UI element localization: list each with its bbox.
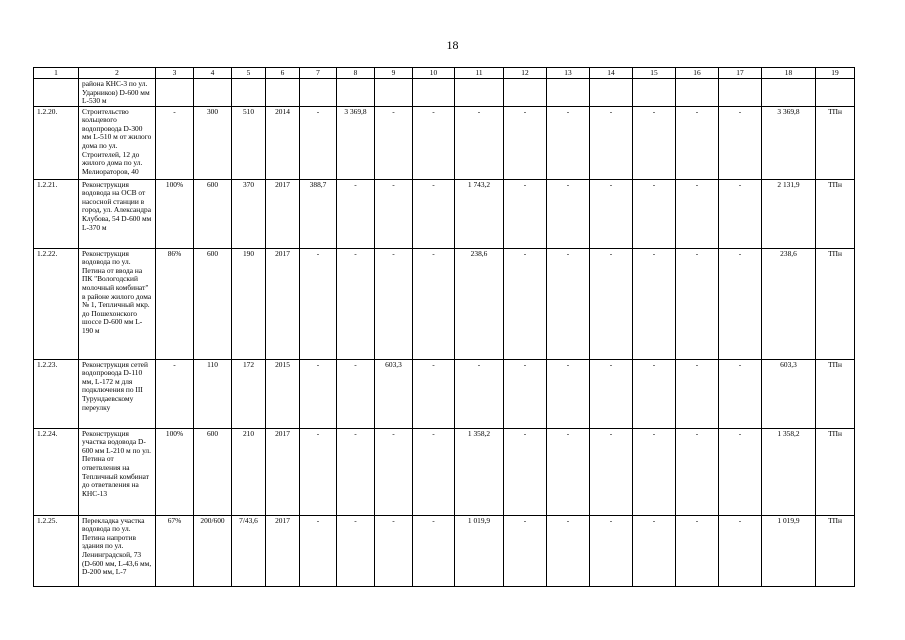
value-col-9: - <box>375 248 413 359</box>
completion-percent: 100% <box>156 179 194 248</box>
investment-table <box>33 67 855 587</box>
length: 370 <box>232 179 266 248</box>
row-number: 1.2.21. <box>34 179 79 248</box>
column-number: 16 <box>676 68 719 79</box>
value-col-8: - <box>337 359 375 428</box>
column-number: 18 <box>762 68 816 79</box>
value-col-16: - <box>676 248 719 359</box>
value-col-11: - <box>455 106 504 179</box>
column-number: 10 <box>413 68 455 79</box>
value-col-9: - <box>375 428 413 515</box>
length <box>232 79 266 107</box>
value-col-9: - <box>375 515 413 586</box>
value-col-17: - <box>719 179 762 248</box>
value-col-15: - <box>633 179 676 248</box>
column-number-header-row <box>34 68 855 79</box>
length: 7/43,6 <box>232 515 266 586</box>
column-number: 2 <box>79 68 156 79</box>
total-value: 603,3 <box>762 359 816 428</box>
year: 2017 <box>266 248 300 359</box>
value-col-7 <box>300 79 337 107</box>
value-col-7: 388,7 <box>300 179 337 248</box>
value-col-14 <box>590 79 633 107</box>
value-col-17: - <box>719 428 762 515</box>
diameter: 600 <box>194 248 232 359</box>
total-value: 1 019,9 <box>762 515 816 586</box>
value-col-14: - <box>590 248 633 359</box>
value-col-12: - <box>504 359 547 428</box>
completion-percent: 67% <box>156 515 194 586</box>
table-row <box>34 248 855 359</box>
value-col-14: - <box>590 106 633 179</box>
value-col-15: - <box>633 106 676 179</box>
length: 190 <box>232 248 266 359</box>
value-col-17: - <box>719 248 762 359</box>
value-col-15: - <box>633 428 676 515</box>
column-number: 1 <box>34 68 79 79</box>
row-number: 1.2.25. <box>34 515 79 586</box>
year <box>266 79 300 107</box>
column-number: 6 <box>266 68 300 79</box>
column-number: 5 <box>232 68 266 79</box>
value-col-17 <box>719 79 762 107</box>
value-col-17: - <box>719 359 762 428</box>
table-row <box>34 359 855 428</box>
total-value: 2 131,9 <box>762 179 816 248</box>
column-number: 12 <box>504 68 547 79</box>
value-col-14: - <box>590 179 633 248</box>
value-col-10: - <box>413 428 455 515</box>
year: 2015 <box>266 359 300 428</box>
diameter <box>194 79 232 107</box>
row-number <box>34 79 79 107</box>
column-number: 11 <box>455 68 504 79</box>
row-number: 1.2.24. <box>34 428 79 515</box>
column-number: 8 <box>337 68 375 79</box>
value-col-7: - <box>300 106 337 179</box>
value-col-12: - <box>504 179 547 248</box>
completion-percent: - <box>156 359 194 428</box>
diameter: 600 <box>194 428 232 515</box>
value-col-15 <box>633 79 676 107</box>
project-description: Реконструкция водовода на ОСВ от насосной станции в город, ул. Александра Клубова, 54 D-600 мм L-370 м <box>79 179 156 248</box>
total-value: 3 369,8 <box>762 106 816 179</box>
value-col-13: - <box>547 359 590 428</box>
value-col-8: - <box>337 179 375 248</box>
funding-source: ТПн <box>816 248 855 359</box>
value-col-10: - <box>413 515 455 586</box>
value-col-11: 1 358,2 <box>455 428 504 515</box>
value-col-10: - <box>413 248 455 359</box>
completion-percent: 86% <box>156 248 194 359</box>
value-col-15: - <box>633 515 676 586</box>
value-col-13 <box>547 79 590 107</box>
diameter: 300 <box>194 106 232 179</box>
value-col-10 <box>413 79 455 107</box>
project-description: района КНС-3 по ул. Ударников) D-600 мм L-530 м <box>79 79 156 107</box>
value-col-9: - <box>375 179 413 248</box>
table-row <box>34 179 855 248</box>
table-row <box>34 106 855 179</box>
year: 2017 <box>266 179 300 248</box>
row-number: 1.2.22. <box>34 248 79 359</box>
value-col-15: - <box>633 248 676 359</box>
value-col-13: - <box>547 179 590 248</box>
table-row <box>34 79 855 107</box>
column-number: 3 <box>156 68 194 79</box>
value-col-14: - <box>590 515 633 586</box>
total-value: 238,6 <box>762 248 816 359</box>
diameter: 200/600 <box>194 515 232 586</box>
completion-percent <box>156 79 194 107</box>
value-col-13: - <box>547 106 590 179</box>
total-value: 1 358,2 <box>762 428 816 515</box>
value-col-14: - <box>590 428 633 515</box>
project-description: Перекладка участка водовода по ул. Петина напротив здания по ул. Ленинградской, 73 (D-600 мм, L-43,6 мм, D-200 мм, L-7 <box>79 515 156 586</box>
funding-source: ТПн <box>816 359 855 428</box>
completion-percent: - <box>156 106 194 179</box>
year: 2017 <box>266 515 300 586</box>
project-description: Строительство кольцевого водопровода D-300 мм L-510 м от жилого дома по ул. Строителей, 12 до жилого дома по ул. Мелиораторов, 40 <box>79 106 156 179</box>
project-description: Реконструкция участка водовода D-600 мм L-210 м по ул. Петина от ответвления на Тепличный комбинат до ответвления на КНС-13 <box>79 428 156 515</box>
column-number: 19 <box>816 68 855 79</box>
row-number: 1.2.23. <box>34 359 79 428</box>
column-number: 7 <box>300 68 337 79</box>
column-number: 4 <box>194 68 232 79</box>
value-col-12: - <box>504 428 547 515</box>
value-col-16: - <box>676 428 719 515</box>
value-col-11: 238,6 <box>455 248 504 359</box>
value-col-16 <box>676 79 719 107</box>
total-value <box>762 79 816 107</box>
page-number: 18 <box>446 38 459 52</box>
value-col-10: - <box>413 179 455 248</box>
value-col-12 <box>504 79 547 107</box>
diameter: 600 <box>194 179 232 248</box>
value-col-16: - <box>676 179 719 248</box>
completion-percent: 100% <box>156 428 194 515</box>
table-row <box>34 428 855 515</box>
length: 172 <box>232 359 266 428</box>
value-col-12: - <box>504 248 547 359</box>
value-col-13: - <box>547 515 590 586</box>
length: 210 <box>232 428 266 515</box>
value-col-8: - <box>337 428 375 515</box>
value-col-11 <box>455 79 504 107</box>
value-col-13: - <box>547 248 590 359</box>
value-col-12: - <box>504 106 547 179</box>
value-col-7: - <box>300 359 337 428</box>
value-col-17: - <box>719 106 762 179</box>
funding-source <box>816 79 855 107</box>
funding-source: ТПн <box>816 428 855 515</box>
column-number: 14 <box>590 68 633 79</box>
project-description: Реконструкция сетей водопровода D-110 мм, L-172 м для подключения по III Турундаевскому переулку <box>79 359 156 428</box>
value-col-11: 1 019,9 <box>455 515 504 586</box>
year: 2017 <box>266 428 300 515</box>
value-col-8: 3 369,8 <box>337 106 375 179</box>
value-col-10: - <box>413 106 455 179</box>
value-col-8: - <box>337 515 375 586</box>
value-col-16: - <box>676 106 719 179</box>
length: 510 <box>232 106 266 179</box>
value-col-9 <box>375 79 413 107</box>
diameter: 110 <box>194 359 232 428</box>
value-col-11: 1 743,2 <box>455 179 504 248</box>
value-col-10: - <box>413 359 455 428</box>
value-col-9: 603,3 <box>375 359 413 428</box>
funding-source: ТПн <box>816 179 855 248</box>
year: 2014 <box>266 106 300 179</box>
column-number: 17 <box>719 68 762 79</box>
row-number: 1.2.20. <box>34 106 79 179</box>
value-col-16: - <box>676 515 719 586</box>
column-number: 9 <box>375 68 413 79</box>
column-number: 13 <box>547 68 590 79</box>
column-number: 15 <box>633 68 676 79</box>
table-row <box>34 515 855 586</box>
funding-source: ТПн <box>816 106 855 179</box>
value-col-16: - <box>676 359 719 428</box>
value-col-12: - <box>504 515 547 586</box>
value-col-15: - <box>633 359 676 428</box>
value-col-7: - <box>300 248 337 359</box>
value-col-17: - <box>719 515 762 586</box>
funding-source: ТПн <box>816 515 855 586</box>
value-col-7: - <box>300 428 337 515</box>
value-col-8: - <box>337 248 375 359</box>
value-col-7: - <box>300 515 337 586</box>
project-description: Реконструкция водовода по ул. Петина от ввода на ПК "Вологодский молочный комбинат" в районе жилого дома № 1, Тепличный мкр. до Пошехонского шоссе D-600 мм L-190 м <box>79 248 156 359</box>
value-col-11: - <box>455 359 504 428</box>
value-col-9: - <box>375 106 413 179</box>
value-col-13: - <box>547 428 590 515</box>
value-col-8 <box>337 79 375 107</box>
value-col-14: - <box>590 359 633 428</box>
